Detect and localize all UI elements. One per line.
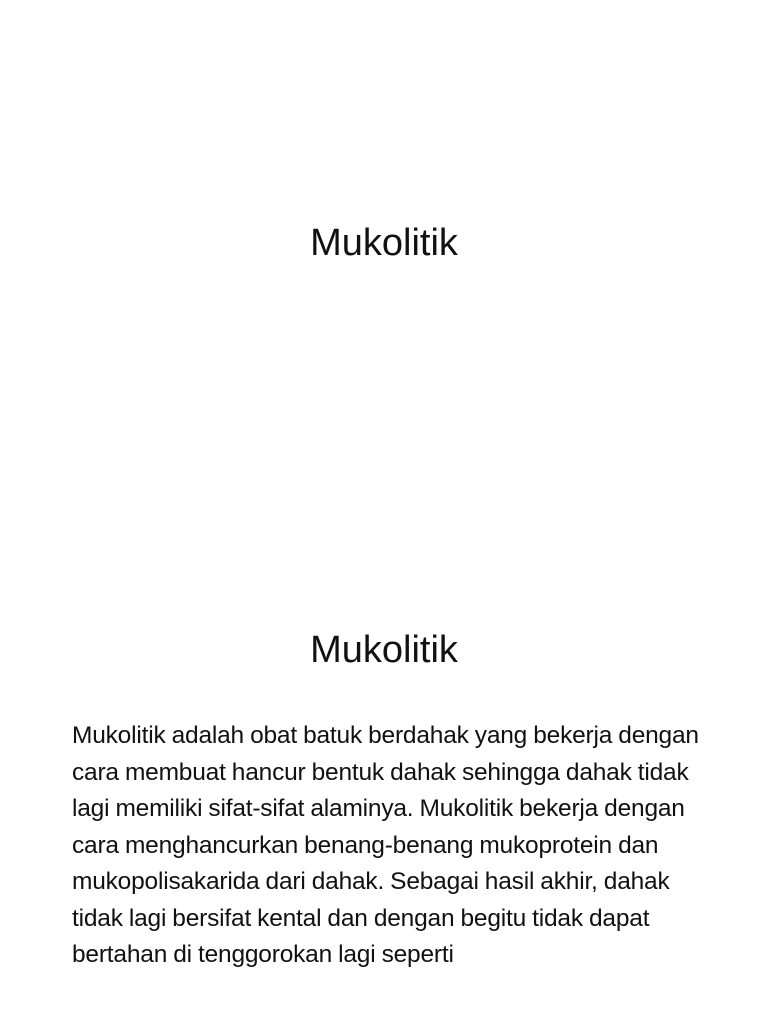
slide-title: Mukolitik	[310, 222, 458, 264]
slide-heading: Mukolitik	[310, 629, 458, 671]
slide-body-text: Mukolitik adalah obat batuk berdahak yang bekerja dengan cara membuat hancur bentuk dahak sehingga dahak tidak lagi memiliki sifat-sifat alaminya. Mukolitik bekerja dengan cara menghancurkan benang-benang mukoprotein dan mukopolisakarida dari dahak. Sebagai hasil akhir, dahak tidak lagi bersifat kental dan dengan begitu tidak dapat bertahan di tenggorokan lagi seperti	[72, 722, 699, 968]
content-slide	[0, 512, 768, 1024]
